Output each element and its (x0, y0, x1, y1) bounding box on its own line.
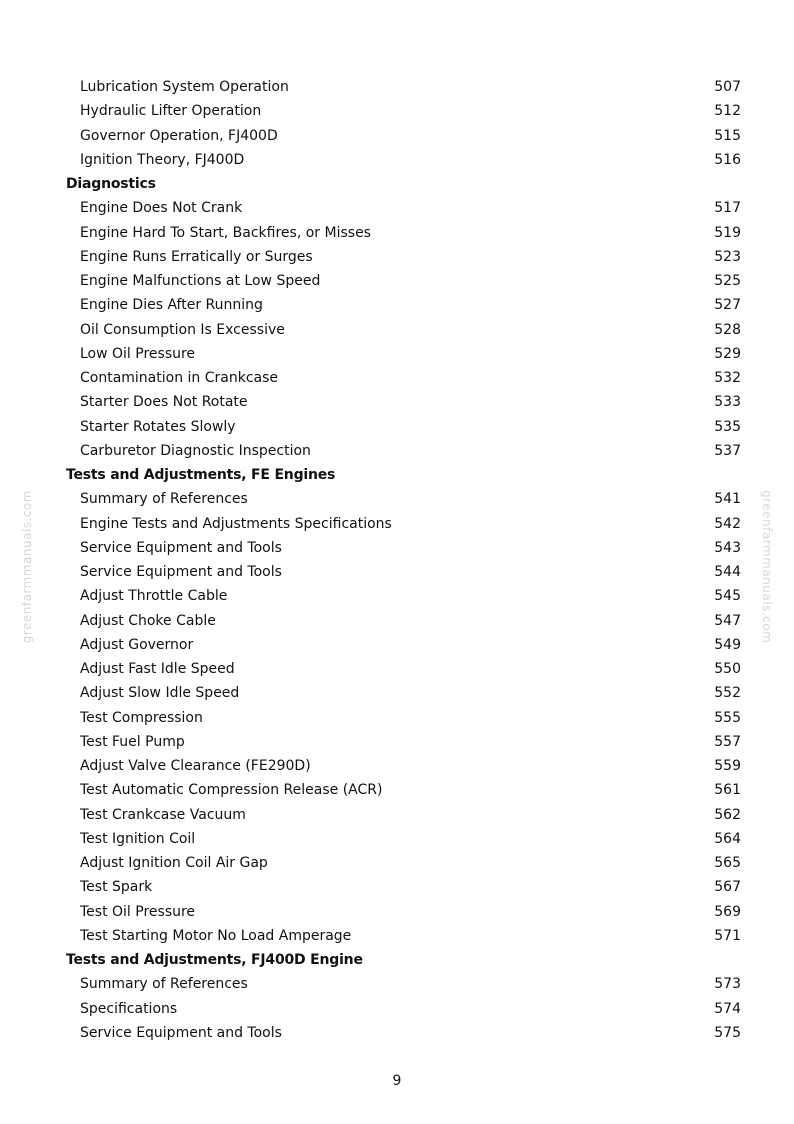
entry-page-number: 516 (714, 151, 741, 168)
toc-entry[interactable] (0, 512, 794, 536)
entry-page-number: 571 (714, 927, 741, 944)
entry-title: Adjust Slow Idle Speed (80, 685, 240, 702)
entry-page-number: 574 (714, 1000, 741, 1017)
entry-title: Starter Rotates Slowly (80, 418, 236, 435)
entry-page-number: 512 (714, 103, 741, 120)
toc-section-heading (0, 463, 794, 487)
toc-entry[interactable] (0, 536, 794, 560)
entry-title: Test Oil Pressure (80, 903, 196, 920)
entry-page-number: 541 (714, 491, 741, 508)
toc-entry[interactable] (0, 851, 794, 875)
toc-entry[interactable] (0, 99, 794, 123)
entry-title: Adjust Fast Idle Speed (80, 661, 235, 677)
toc-entry[interactable] (0, 924, 794, 948)
entry-title: Summary of References (80, 491, 248, 508)
entry-title: Summary of References (80, 976, 248, 993)
entry-title: Test Fuel Pump (80, 733, 185, 750)
entry-page-number: 542 (714, 515, 741, 532)
entry-page-number: 515 (714, 127, 741, 144)
entry-page-number: 532 (714, 370, 741, 386)
entry-title: Engine Does Not Crank (80, 200, 243, 217)
entry-title: Contamination in Crankcase (80, 370, 279, 386)
toc-entry[interactable] (0, 245, 794, 269)
entry-page-number: 547 (714, 612, 741, 629)
entry-title: Test Spark (80, 879, 153, 896)
toc-entry[interactable] (0, 803, 794, 827)
toc-entry[interactable] (0, 124, 794, 148)
entry-title: Carburetor Diagnostic Inspection (80, 442, 311, 459)
entry-page-number: 527 (714, 297, 741, 314)
toc-entry[interactable] (0, 366, 794, 390)
entry-page-number: 562 (714, 806, 741, 823)
entry-title: Engine Hard To Start, Backfires, or Misses (80, 224, 371, 241)
section-title: Diagnostics (66, 176, 156, 192)
entry-page-number: 575 (714, 1024, 741, 1041)
toc-entry[interactable] (0, 706, 794, 730)
entry-page-number: 537 (714, 442, 741, 459)
toc-entry[interactable] (0, 681, 794, 705)
toc-entry[interactable] (0, 657, 794, 681)
entry-page-number: 561 (714, 782, 741, 799)
entry-title: Hydraulic Lifter Operation (80, 103, 262, 120)
toc-entry[interactable] (0, 342, 794, 366)
entry-title: Starter Does Not Rotate (80, 394, 248, 411)
entry-title: Adjust Governor (80, 636, 194, 653)
entry-page-number: 525 (714, 273, 741, 289)
toc-entry[interactable] (0, 633, 794, 657)
toc-section-heading (0, 172, 794, 196)
entry-page-number: 519 (714, 224, 741, 241)
toc-entry[interactable] (0, 390, 794, 414)
entry-title: Engine Runs Erratically or Surges (80, 248, 313, 265)
entry-title: Test Ignition Coil (80, 830, 196, 847)
section-title: Tests and Adjustments, FJ400D Engine (66, 952, 363, 968)
entry-page-number: 565 (714, 855, 741, 871)
entry-page-number: 528 (714, 321, 741, 338)
entry-title: Adjust Ignition Coil Air Gap (80, 855, 268, 871)
toc-entry[interactable] (0, 221, 794, 245)
toc-entry[interactable] (0, 754, 794, 778)
toc-entry[interactable] (0, 293, 794, 317)
page-number: 9 (392, 1073, 402, 1089)
entry-page-number: 544 (714, 564, 741, 580)
toc-entry[interactable] (0, 609, 794, 633)
entry-title: Engine Dies After Running (80, 297, 263, 314)
entry-title: Lubrication System Operation (80, 79, 289, 95)
entry-title: Service Equipment and Tools (80, 1024, 282, 1041)
toc-entry[interactable] (0, 269, 794, 293)
entry-title: Low Oil Pressure (80, 345, 196, 362)
entry-title: Test Crankcase Vacuum (80, 806, 246, 823)
toc-entry[interactable] (0, 148, 794, 172)
entry-page-number: 552 (714, 685, 741, 702)
table-of-contents (0, 75, 794, 1045)
entry-title: Adjust Valve Clearance (FE290D) (80, 758, 311, 774)
entry-page-number: 507 (714, 79, 741, 95)
toc-entry[interactable] (0, 997, 794, 1021)
entry-title: Engine Malfunctions at Low Speed (80, 273, 321, 289)
toc-entry[interactable] (0, 439, 794, 463)
entry-title: Engine Tests and Adjustments Specifications (80, 515, 392, 532)
entry-page-number: 517 (714, 200, 741, 217)
section-title: Tests and Adjustments, FE Engines (66, 467, 336, 483)
entry-title: Service Equipment and Tools (80, 564, 282, 580)
toc-entry[interactable] (0, 875, 794, 899)
toc-entry[interactable] (0, 196, 794, 220)
watermark-left: greenfarmmanuals.com (20, 490, 34, 644)
entry-page-number: 533 (714, 394, 741, 411)
entry-page-number: 545 (714, 588, 741, 605)
entry-page-number: 569 (714, 903, 741, 920)
entry-page-number: 567 (714, 879, 741, 896)
toc-entry[interactable] (0, 318, 794, 342)
watermark-right: greenfarmmanuals.com (760, 490, 774, 644)
entry-title: Governor Operation, FJ400D (80, 127, 278, 144)
entry-title: Service Equipment and Tools (80, 539, 282, 556)
toc-section-heading (0, 948, 794, 972)
toc-entry[interactable] (0, 730, 794, 754)
entry-title: Test Automatic Compression Release (ACR) (80, 782, 383, 799)
toc-entry[interactable] (0, 1021, 794, 1045)
entry-page-number: 564 (714, 830, 741, 847)
toc-entry[interactable] (0, 415, 794, 439)
entry-title: Specifications (80, 1000, 178, 1017)
entry-title: Test Compression (80, 709, 203, 726)
entry-page-number: 549 (714, 636, 741, 653)
toc-entry[interactable] (0, 560, 794, 584)
toc-entry[interactable] (0, 972, 794, 996)
entry-title: Adjust Choke Cable (80, 612, 216, 629)
toc-entry[interactable] (0, 584, 794, 608)
entry-title: Adjust Throttle Cable (80, 588, 228, 605)
toc-entry[interactable] (0, 900, 794, 924)
toc-entry[interactable] (0, 827, 794, 851)
entry-page-number: 550 (714, 661, 741, 677)
toc-entry[interactable] (0, 75, 794, 99)
entry-page-number: 557 (714, 733, 741, 750)
toc-entry[interactable] (0, 487, 794, 511)
entry-page-number: 529 (714, 345, 741, 362)
entry-page-number: 535 (714, 418, 741, 435)
entry-page-number: 573 (714, 976, 741, 993)
toc-entry[interactable] (0, 778, 794, 802)
entry-title: Ignition Theory, FJ400D (80, 151, 245, 168)
entry-title: Oil Consumption Is Excessive (80, 321, 285, 338)
entry-page-number: 543 (714, 539, 741, 556)
entry-page-number: 559 (714, 758, 741, 774)
entry-title: Test Starting Motor No Load Amperage (80, 927, 352, 944)
entry-page-number: 555 (714, 709, 741, 726)
entry-page-number: 523 (714, 248, 741, 265)
